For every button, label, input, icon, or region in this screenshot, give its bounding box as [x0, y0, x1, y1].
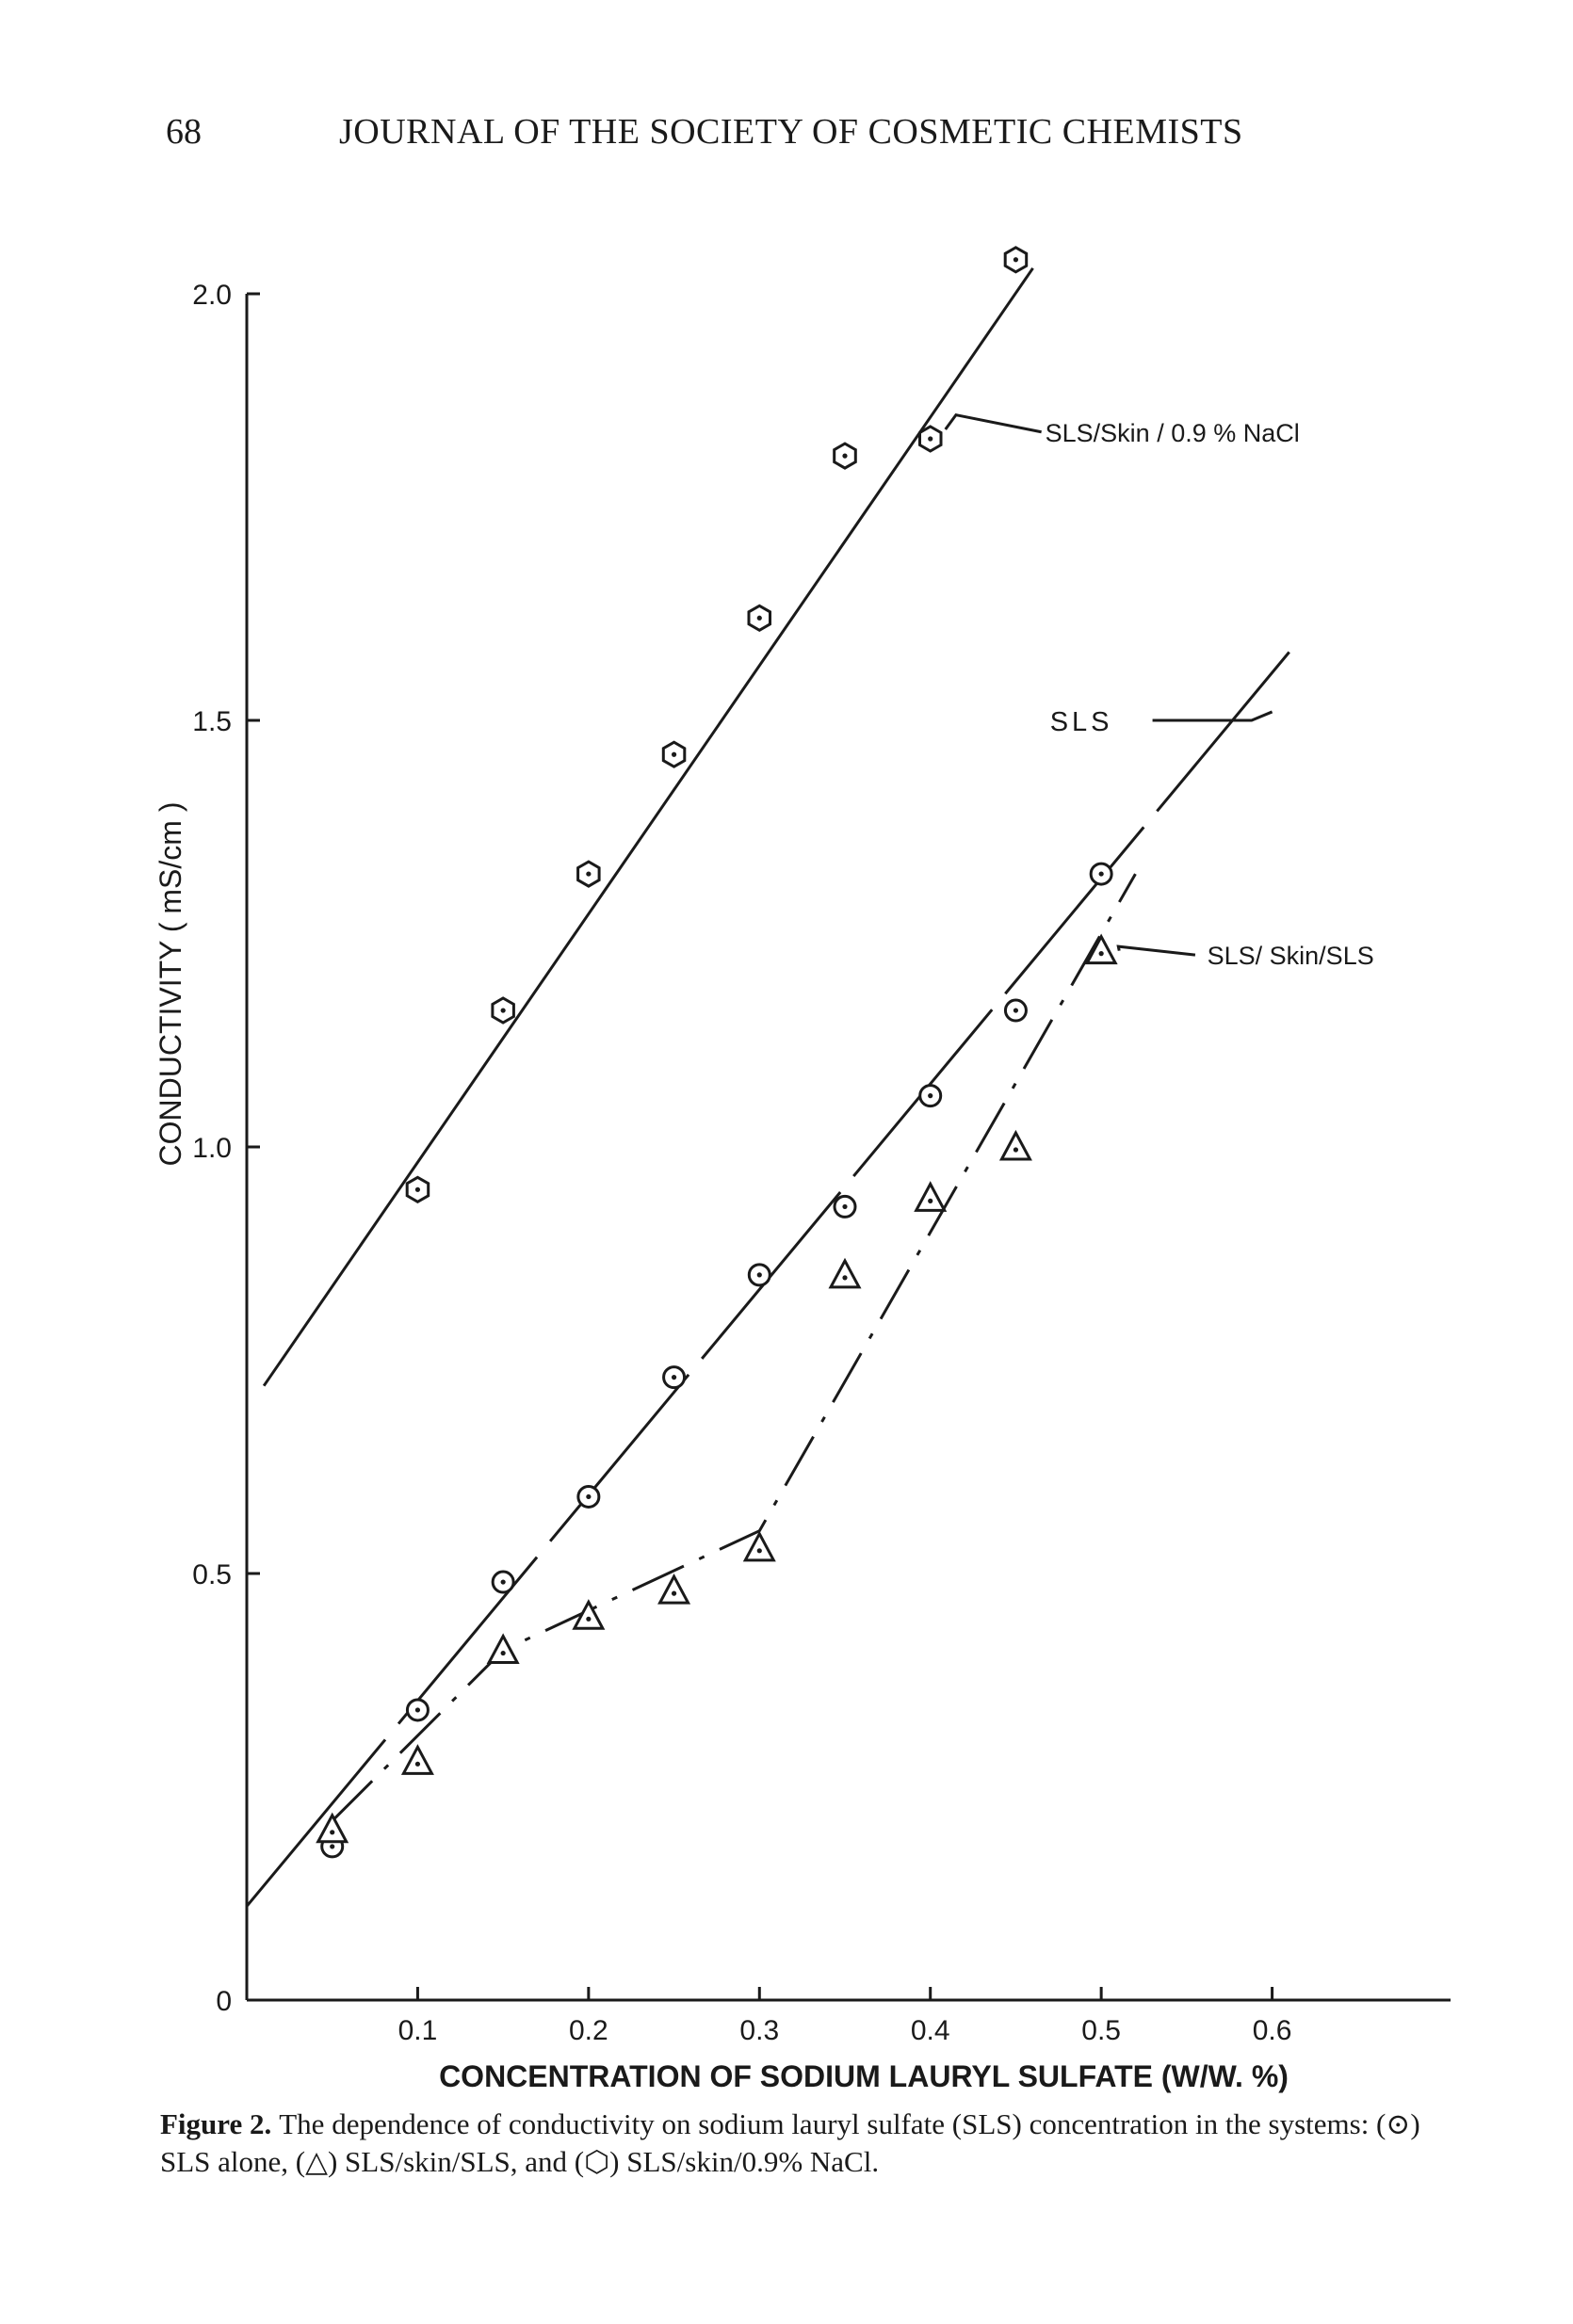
data-point-series-1	[1005, 248, 1027, 272]
triangle-marker	[831, 1261, 859, 1287]
y-axis-label: CONDUCTIVITY ( mS/cm )	[154, 801, 187, 1167]
data-points	[318, 248, 1115, 1857]
data-point-series-2	[749, 1265, 770, 1285]
triangle-marker	[318, 1816, 347, 1842]
marker-center-dot	[586, 1494, 591, 1499]
marker-center-dot	[415, 1187, 420, 1192]
data-point-series-2	[664, 1367, 685, 1388]
data-point-series-3	[403, 1747, 431, 1773]
data-point-series-2	[920, 1086, 941, 1106]
x-tick-label: 0.2	[568, 2015, 608, 2046]
marker-center-dot	[672, 752, 676, 757]
marker-center-dot	[586, 871, 591, 876]
chart-labels	[946, 415, 1374, 970]
data-point-series-3	[489, 1637, 517, 1663]
x-tick-label: 0.5	[1081, 2015, 1122, 2046]
marker-center-dot	[757, 1272, 762, 1277]
x-tick-label: 0.3	[739, 2015, 780, 2046]
marker-center-dot	[330, 1830, 334, 1834]
marker-center-dot	[415, 1707, 420, 1712]
data-point-series-3	[1001, 1133, 1030, 1159]
marker-center-dot	[501, 1008, 506, 1012]
x-tick-label: 0.6	[1252, 2015, 1292, 2046]
data-point-series-3	[916, 1184, 945, 1210]
marker-center-dot	[1099, 951, 1104, 956]
data-point-series-3	[660, 1576, 689, 1603]
data-point-series-2	[493, 1572, 513, 1592]
chart-axes	[154, 280, 1451, 2093]
fit-lines	[247, 268, 1289, 1907]
triangle-marker	[1001, 1133, 1030, 1159]
leader-nacl	[946, 415, 1042, 432]
triangle-marker	[489, 1637, 517, 1663]
data-point-series-1	[578, 862, 600, 886]
data-point-series-2	[1091, 863, 1111, 884]
data-point-series-1	[920, 427, 942, 451]
marker-center-dot	[757, 616, 762, 621]
data-point-series-3	[745, 1534, 773, 1560]
y-tick-label: 1.0	[192, 1133, 232, 1164]
marker-center-dot	[1014, 1008, 1018, 1012]
leader-sls	[1153, 712, 1273, 720]
data-point-series-3	[318, 1816, 347, 1842]
triangle-marker	[916, 1184, 945, 1210]
marker-center-dot	[1014, 257, 1018, 262]
y-tick-label: 1.5	[192, 706, 232, 737]
data-point-series-3	[831, 1261, 859, 1287]
data-point-series-1	[835, 444, 856, 468]
marker-center-dot	[842, 454, 847, 459]
y-tick-label: 0	[216, 1986, 232, 2017]
data-point-series-1	[749, 605, 770, 630]
x-tick-label: 0.4	[910, 2015, 950, 2046]
y-tick-label: 0.5	[192, 1559, 232, 1590]
marker-center-dot	[501, 1579, 506, 1584]
marker-center-dot	[672, 1591, 676, 1596]
data-point-series-2	[407, 1700, 428, 1720]
marker-center-dot	[672, 1375, 676, 1380]
data-point-series-1	[663, 742, 685, 767]
marker-center-dot	[1099, 871, 1104, 876]
marker-center-dot	[757, 1548, 762, 1553]
marker-center-dot	[586, 1617, 591, 1622]
marker-center-dot	[501, 1651, 506, 1655]
figure-caption	[160, 2106, 1460, 2182]
marker-center-dot	[1014, 1147, 1018, 1152]
marker-center-dot	[842, 1204, 847, 1209]
x-axis-label: CONCENTRATION OF SODIUM LAURYL SULFATE (W/W. %)	[439, 2059, 1289, 2093]
fit-line-series-1	[264, 268, 1032, 1386]
triangle-marker	[403, 1747, 431, 1773]
data-point-series-2	[1005, 1000, 1026, 1021]
marker-center-dot	[928, 1199, 932, 1203]
annotation-nacl: SLS/Skin / 0.9 % NaCl	[1045, 418, 1300, 447]
data-point-series-1	[407, 1177, 429, 1202]
page-number: 68	[166, 112, 202, 152]
marker-center-dot	[928, 436, 932, 441]
data-point-series-1	[493, 998, 514, 1023]
marker-center-dot	[928, 1093, 932, 1098]
data-point-series-2	[578, 1486, 599, 1507]
caption-text: The dependence of conductivity on sodium lauryl sulfate (SLS) concentration in the systems: (⊙) SLS alone, (△) SLS/skin/SLS, and (⬡) SLS/skin/0.9% NaCl.	[160, 2107, 1420, 2179]
journal-title: JOURNAL OF THE SOCIETY OF COSMETIC CHEMISTS	[339, 112, 1243, 152]
data-point-series-2	[835, 1196, 855, 1217]
marker-center-dot	[842, 1275, 847, 1280]
x-tick-label: 0.1	[397, 2015, 438, 2046]
figure-label: Figure 2.	[160, 2107, 272, 2140]
y-tick-label: 2.0	[192, 280, 232, 311]
leader-skin-sls	[1118, 946, 1195, 955]
marker-center-dot	[330, 1844, 334, 1848]
triangle-marker	[660, 1576, 689, 1603]
triangle-marker	[745, 1534, 773, 1560]
annotation-skin-sls: SLS/ Skin/SLS	[1207, 942, 1374, 971]
annotation-sls: SLS	[1049, 707, 1113, 737]
marker-center-dot	[415, 1762, 420, 1767]
